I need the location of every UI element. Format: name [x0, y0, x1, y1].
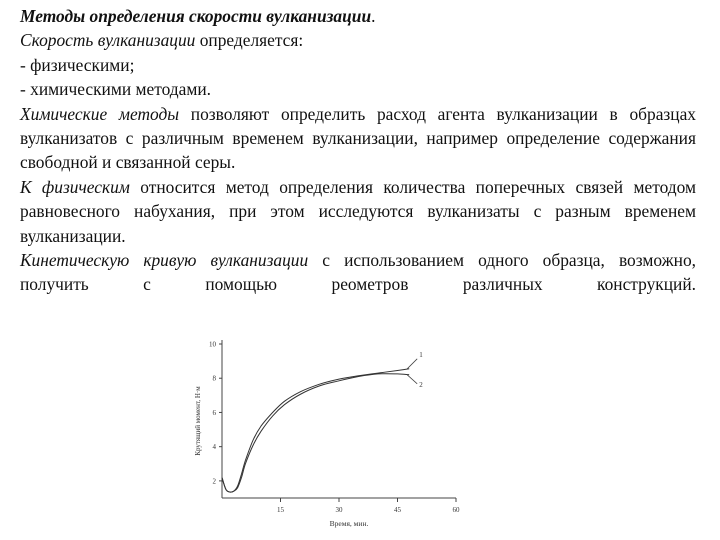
y-tick-label: 8: [212, 374, 216, 383]
x-ticks: [277, 498, 460, 514]
x-tick-label: 60: [452, 506, 460, 514]
x-axis-label: Время, мин.: [329, 519, 369, 528]
title-period: .: [371, 6, 376, 26]
y-axis-label: Крутящий момент, Н·м: [194, 386, 202, 456]
series-label-2: 2: [419, 380, 423, 389]
x-tick-label: 15: [277, 506, 284, 514]
y-tick-label: 4: [212, 443, 216, 452]
chemical-italic: Химические методы: [20, 103, 180, 124]
text-block: [20, 4, 696, 297]
series-label-1: 1: [419, 350, 423, 359]
series-leader-1: [407, 359, 417, 369]
y-tick-label: 2: [212, 477, 216, 486]
series-leader-2: [407, 375, 417, 384]
kinetic-rest: с использованием одного образца, возможно, получить с помощью реометров различных конструкций.: [20, 250, 696, 295]
series-line-2: [222, 374, 409, 492]
y-tick-label: 6: [212, 408, 216, 417]
list-item-chemical: - химическими методами.: [20, 79, 211, 100]
paragraph-kinetic: [20, 248, 696, 297]
x-tick-label: 45: [394, 506, 401, 514]
chart-svg: [188, 328, 478, 533]
intro-rest: определяется:: [195, 30, 304, 51]
physical-italic: К физическим: [20, 176, 130, 197]
paragraph-physical: [20, 175, 696, 248]
x-tick-label: 30: [335, 506, 343, 514]
series-group: [222, 351, 423, 492]
kinetic-italic: Кинетическую кривую вулканизации: [20, 250, 309, 271]
y-tick-label: 10: [209, 340, 216, 349]
page-title: Методы определения скорости вулканизации: [20, 6, 372, 26]
paragraph-chemical: [20, 102, 696, 175]
y-ticks: [209, 341, 222, 486]
intro-line: [20, 28, 696, 52]
title-line: [20, 4, 696, 28]
physical-rest: относится метод определения количества поперечных связей методом равновесного набухания, при этом исследуются вулканизаты с разным временем вулканизации.: [20, 176, 696, 246]
intro-italic: Скорость вулканизации: [20, 30, 196, 51]
vulcanization-chart: [188, 328, 478, 533]
chemical-rest: позволяют определить расход агента вулканизации в образцах вулканизатов с различным временем вулканизации, например определение содержания свободной и связанной серы.: [20, 103, 697, 173]
list-item-physical: - физическими;: [20, 54, 135, 75]
